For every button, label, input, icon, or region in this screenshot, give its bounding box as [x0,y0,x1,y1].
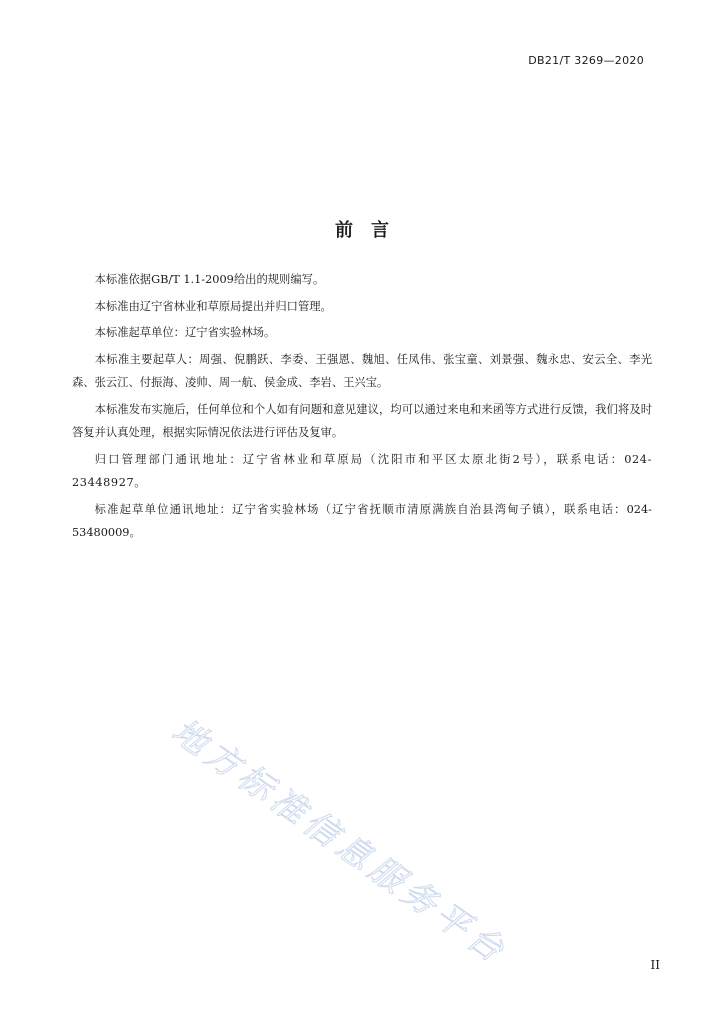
watermark: 地方标准信息服务平台 [164,710,516,974]
foreword-body [72,268,652,548]
paragraph-feedback: 本标准发布实施后，任何单位和个人如有问题和意见建议，均可以通过来电和来函等方式进行反馈，我们将及时答复并认真处理，根据实际情况依法进行评估及复审。 [72,402,652,439]
page-number: II [650,958,660,972]
paragraph-drafting-unit: 本标准起草单位：辽宁省实验林场。 [94,326,276,339]
document-code: DB21/T 3269—2020 [528,54,644,67]
paragraph-authority-address: 归口管理部门通讯地址：辽宁省林业和草原局（沈阳市和平区太原北街2号），联系电话：024-23448927。 [72,452,652,489]
paragraph-drafters: 本标准主要起草人：周强、倪鹏跃、李委、王强恩、魏旭、任凤伟、张宝童、刘景强、魏永忠、安云全、李光森、张云江、付振海、凌帅、周一航、侯金成、李岩、王兴宝。 [72,352,652,389]
paragraph-drafting-rules: 本标准依据GB/T 1.1-2009给出的规则编写。 [94,273,325,286]
paragraph-proposer: 本标准由辽宁省林业和草原局提出并归口管理。 [94,299,332,313]
paragraph-unit-address: 标准起草单位通讯地址：辽宁省实验林场（辽宁省抚顺市清原满族自治县湾甸子镇），联系电话：024-53480009。 [72,502,652,539]
page-title: 前言 [335,220,407,241]
